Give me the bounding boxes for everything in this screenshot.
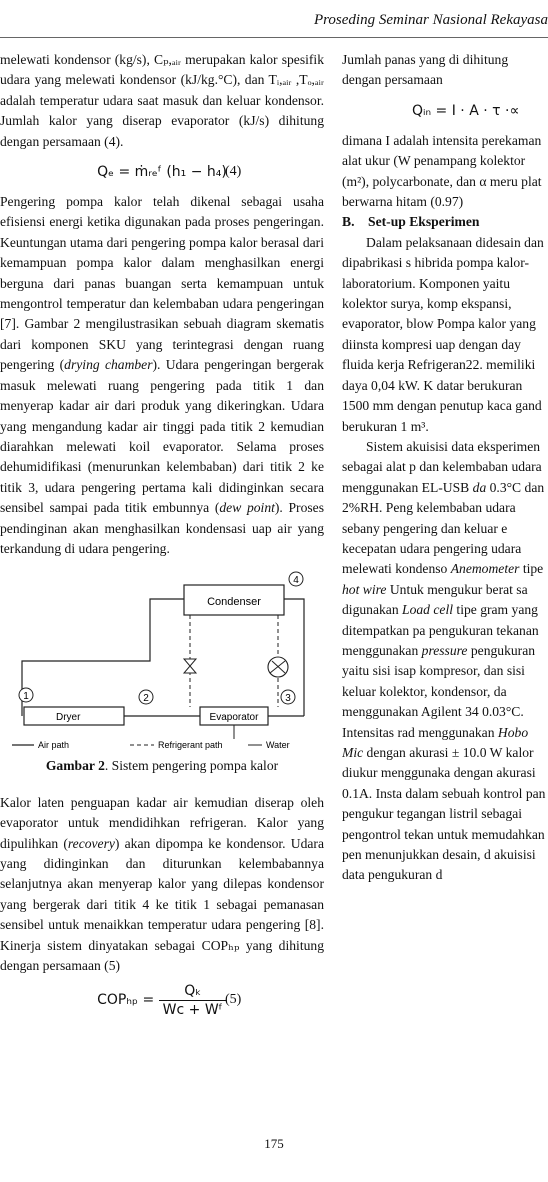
equation-number: (5) <box>225 992 242 1008</box>
equation-qin: Qᵢₙ = I · A · τ ·∝ <box>412 102 520 119</box>
figure-caption: Gambar 2. Sistem pengering pompa kalor <box>45 758 279 774</box>
legend-air: Air path <box>38 740 70 751</box>
paragraph: dimana I adalah intensita perekaman alat ukur (W penampang kolektor (m²), polycarbonate, dan α meru plat berwarna hitam (0.97) <box>342 132 542 210</box>
paragraph: Sistem akuisisi data eksperimen sebagai alat p dan kelembaban udara menggunakan EL-USB da 0.3°C dan 2%RH. Peng kelembaban udara sebany pengering dan keluar e kecepatan udara pengering udara melewati kondenso Anemometer tipe hot wire Untuk mengukur berat sa digunakan Load cell tipe gram yang ditempatkan pa pengukuran tekanan menggunakan pressure pengukuran yaitu sisi isap kompresor, dan sisi keluar kolektor, kondensor, da menggunakan Agilent 34 0.03°C. Intensitas rad menggunakan Hobo Mic dengan akurasi ± 10.0 W kalor diukur menggunaka dengan akurasi 0.1A. Insta dalam sebuah kontrol pan pengukur tegangan listril sebagai pengontrol tekan untuk memudahkan pen menunjukkan desain, d akuisisi data pengukuran d <box>342 438 546 883</box>
air-path-line <box>22 599 218 716</box>
paragraph: Kalor laten penguapan kadar air kemudian diserap oleh evaporator untuk mendidihkan refrigeran. Kalor yang dipulihkan (recovery) akan dipompa ke kondensor. Udara yang didinginkan dan diturunkan kelembabannya selanjutnya akan menyerap kalor yang dilepas kondensor yang bergerak dari titik 4 ke titik 1 sebagai pemanasan sensibel untuk menaikkan temperatur udara pengering [8]. Kinerja sistem dinyatakan sebagai COPₕₚ yang dihitung dengan persamaan (5) <box>0 794 324 973</box>
header-rule <box>0 37 548 38</box>
right-column <box>342 50 548 886</box>
legend-water: Water <box>266 740 290 751</box>
dryer-label: Dryer <box>56 712 81 724</box>
equation-5 <box>0 976 324 1024</box>
point-3-label: 3 <box>285 693 291 705</box>
page-number: 175 <box>264 1136 284 1151</box>
equation-4 <box>0 152 324 192</box>
running-header <box>0 12 548 32</box>
legend-refrigerant: Refrigerant path <box>158 740 223 751</box>
header-title: Proseding Seminar Nasional Rekayasa <box>313 12 548 28</box>
section-heading: B. Set-up Eksperimen <box>342 214 480 230</box>
schematic-svg <box>4 569 324 754</box>
equation-fraction: $\frac{\text{Qₖ}}{\text{Wᴄ + Wᶠ}}$ <box>159 982 227 1019</box>
paragraph: Jumlah panas yang di dihitung dengan persamaan <box>342 52 509 88</box>
condenser-label: Condenser <box>207 596 261 609</box>
equation-number: (4) <box>225 164 242 180</box>
point-2-label: 2 <box>143 693 149 705</box>
point-4-label: 4 <box>293 575 299 587</box>
equation-lhs: COPₕₚ = <box>97 992 155 1009</box>
evaporator-label: Evaporator <box>209 712 259 724</box>
expansion-valve-icon <box>184 659 196 673</box>
paragraph: melewati kondensor (kg/s), Cₚ,ₐᵢᵣ merupakan kalor spesifik udara yang melewati kondensor (kJ/kg.°C), dan Tᵢ,ₐᵢᵣ ,Tₒ,ₐᵢᵣ adalah temperatur udara saat masuk dan keluar kondensor. Jumlah kalor yang diserap evaporator (kJ/s) dihitung dengan persamaan (4). <box>0 52 324 149</box>
equation-body: Qₑ = ṁᵣₑᶠ (h₁ − h₄) <box>97 164 227 181</box>
paragraph: Dalam pelaksanaan didesain dan dipabrikasi s hibrida pompa kalor- laboratorium. Komponen yaitu kolektor surya, komp ekspansi, evaporator, blow Pompa kalor yang diinsta kompresi uap dengan day fluida kerja Refrigeran22. memiliki daya 0,04 kW. K datar berukuran 1500 mm dengan penutup kaca gand berukuran 1 m³. <box>342 234 544 434</box>
paragraph: Pengering pompa kalor telah dikenal sebagai usaha efisiensi energi ketika digunakan pada proses pengeringan. Keuntungan utama dari pengering pompa kalor berasal dari kemampuan pompa kalor dalam menghasilkan energi berguna dari panas buangan serta kemampuan untuk mengontrol temperatur dan kelembaban udara pengeringan [7]. Gambar 2 mengilustrasikan sebuah diagram skematis dari komponen SKU yang terintegrasi dengan ruang pengering (drying chamber). Udara pengeringan bergerak masuk melewati ruang pengering pada titik 1 dan menyerap kadar air dari produk yang dikeringkan. Udara yang mengandung kadar air tinggi pada titik 2 kemudian diarahkan melewati koil evaporator. Selama proses dehumidifikasi (menurunkan kelembaban) dari titik 2 ke titik 3, udara pengering pertama kali didinginkan secara sensibel sampai pada titik embunnya (dew point). Proses pendinginan akan menghasilkan kondensasi uap air yang terkandung di udara pengering. <box>0 194 324 556</box>
left-column <box>0 50 324 1024</box>
point-1-label: 1 <box>23 691 29 703</box>
heat-pump-dryer-schematic <box>4 569 324 754</box>
